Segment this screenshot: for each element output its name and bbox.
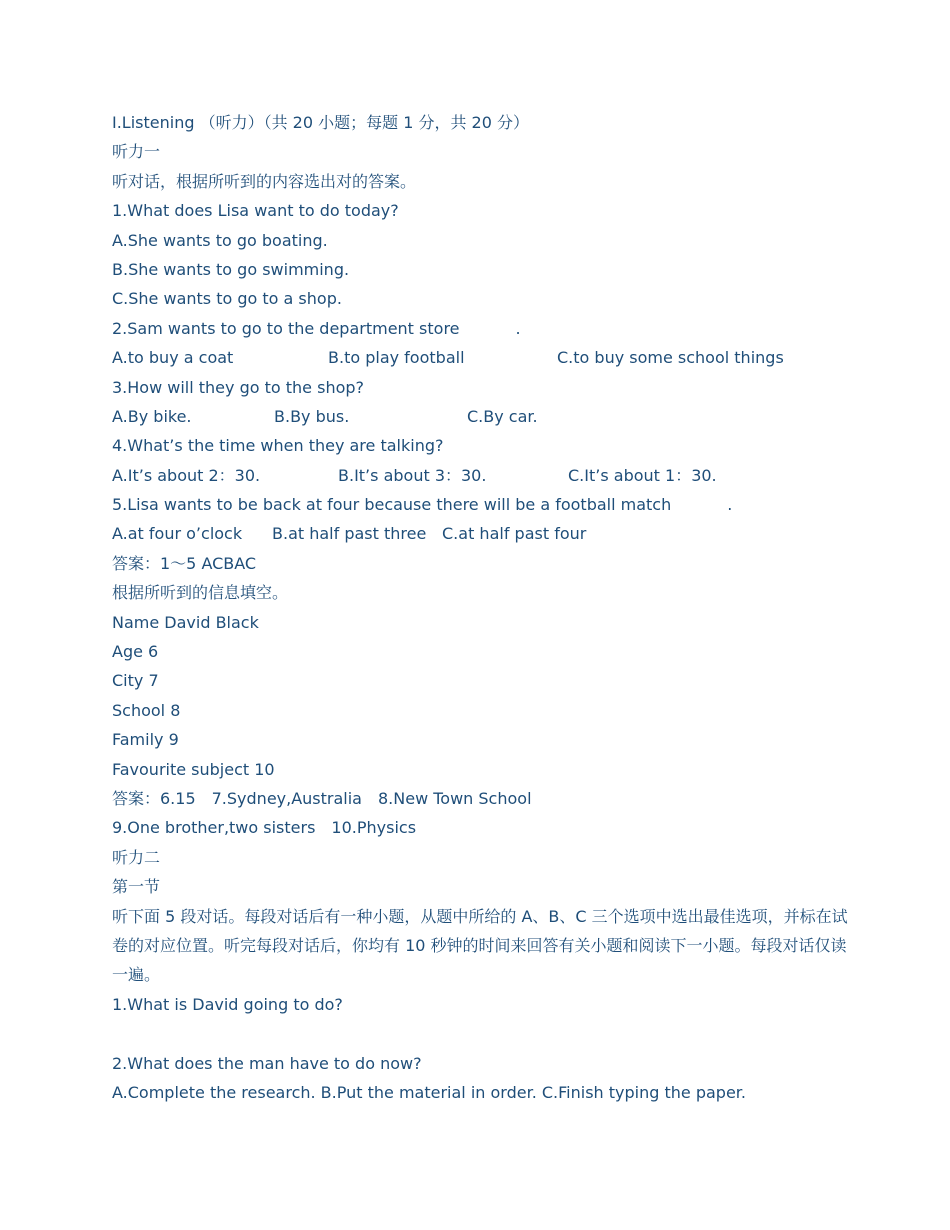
question-4-option-b: B.It’s about 3：30. [338,465,487,485]
question-5-options [112,519,852,548]
part1-answer: 答案：1～5 ACBAC [112,553,257,573]
field-age: Age 6 [112,642,159,662]
question-5-stem: 5.Lisa wants to be back at four because there will be a football match [112,495,672,515]
question-2-option-c: C.to buy some school things [557,348,784,368]
blank-line [112,1019,852,1048]
part2-heading: 听力二 [112,847,161,867]
question-5-option-b: B.at half past three [272,524,427,544]
question-2-option-a: A.to buy a coat [112,348,234,368]
question-4-stem: 4.What’s the time when they are talking? [112,436,444,456]
question-2-stem: 2.Sam wants to go to the department store [112,318,460,338]
question-4-options [112,461,852,490]
question-5-stem-row [112,490,852,519]
question-1-stem: 1.What does Lisa want to do today? [112,201,399,221]
question-1-option-b: B.She wants to go swimming. [112,259,350,279]
question-3-option-b: B.By bus. [274,406,350,426]
field-favourite-subject: Favourite subject 10 [112,759,275,779]
question-5-option-a: A.at four o’clock [112,524,243,544]
field-city: City 7 [112,671,159,691]
part1-instruction: 听对话，根据所听到的内容选出对的答案。 [112,171,417,191]
question-3-options [112,402,852,431]
question-2-stem-row [112,314,852,343]
part2-section: 第一节 [112,877,161,897]
part2-instruction: 听下面 5 段对话。每段对话后有一种小题，从题中所给的 A、B、C 三个选项中选出最佳选项，并标在试卷的对应位置。听完每段对话后，你均有 10 秒钟的时间来回答有关小题和阅读下一小题。每段对话仅读一遍。 [112,906,848,985]
question-3-option-a: A.By bike. [112,406,192,426]
question-1-option-a: A.She wants to go boating. [112,230,328,250]
field-family: Family 9 [112,730,179,750]
question-3-option-c: C.By car. [467,406,538,426]
fill-answer-line-1: 答案：6.15 7.Sydney,Australia 8.New Town School [112,788,532,808]
question-2-option-b: B.to play football [328,348,465,368]
part2-question-1-stem: 1.What is David going to do? [112,994,343,1014]
question-5-stem-end: . [727,495,733,515]
question-4-option-a: A.It’s about 2：30. [112,465,261,485]
question-2-options [112,343,852,372]
fill-instruction: 根据所听到的信息填空。 [112,583,289,603]
part2-question-2-options: A.Complete the research. B.Put the material in order. C.Finish typing the paper. [112,1082,746,1102]
document-content [112,108,852,1107]
field-school: School 8 [112,700,181,720]
part1-heading: 听力一 [112,142,161,162]
fill-answer-line-2: 9.One brother,two sisters 10.Physics [112,818,417,838]
question-5-option-c: C.at half past four [442,524,587,544]
question-4-option-c: C.It’s about 1：30. [568,465,717,485]
part2-question-2-stem: 2.What does the man have to do now? [112,1053,422,1073]
question-1-option-c: C.She wants to go to a shop. [112,289,342,309]
question-2-stem-end: . [515,318,521,338]
field-name: Name David Black [112,612,259,632]
question-3-stem: 3.How will they go to the shop? [112,377,365,397]
section-title: I.Listening （听力）（共 20 小题；每题 1 分，共 20 分） [112,113,530,132]
